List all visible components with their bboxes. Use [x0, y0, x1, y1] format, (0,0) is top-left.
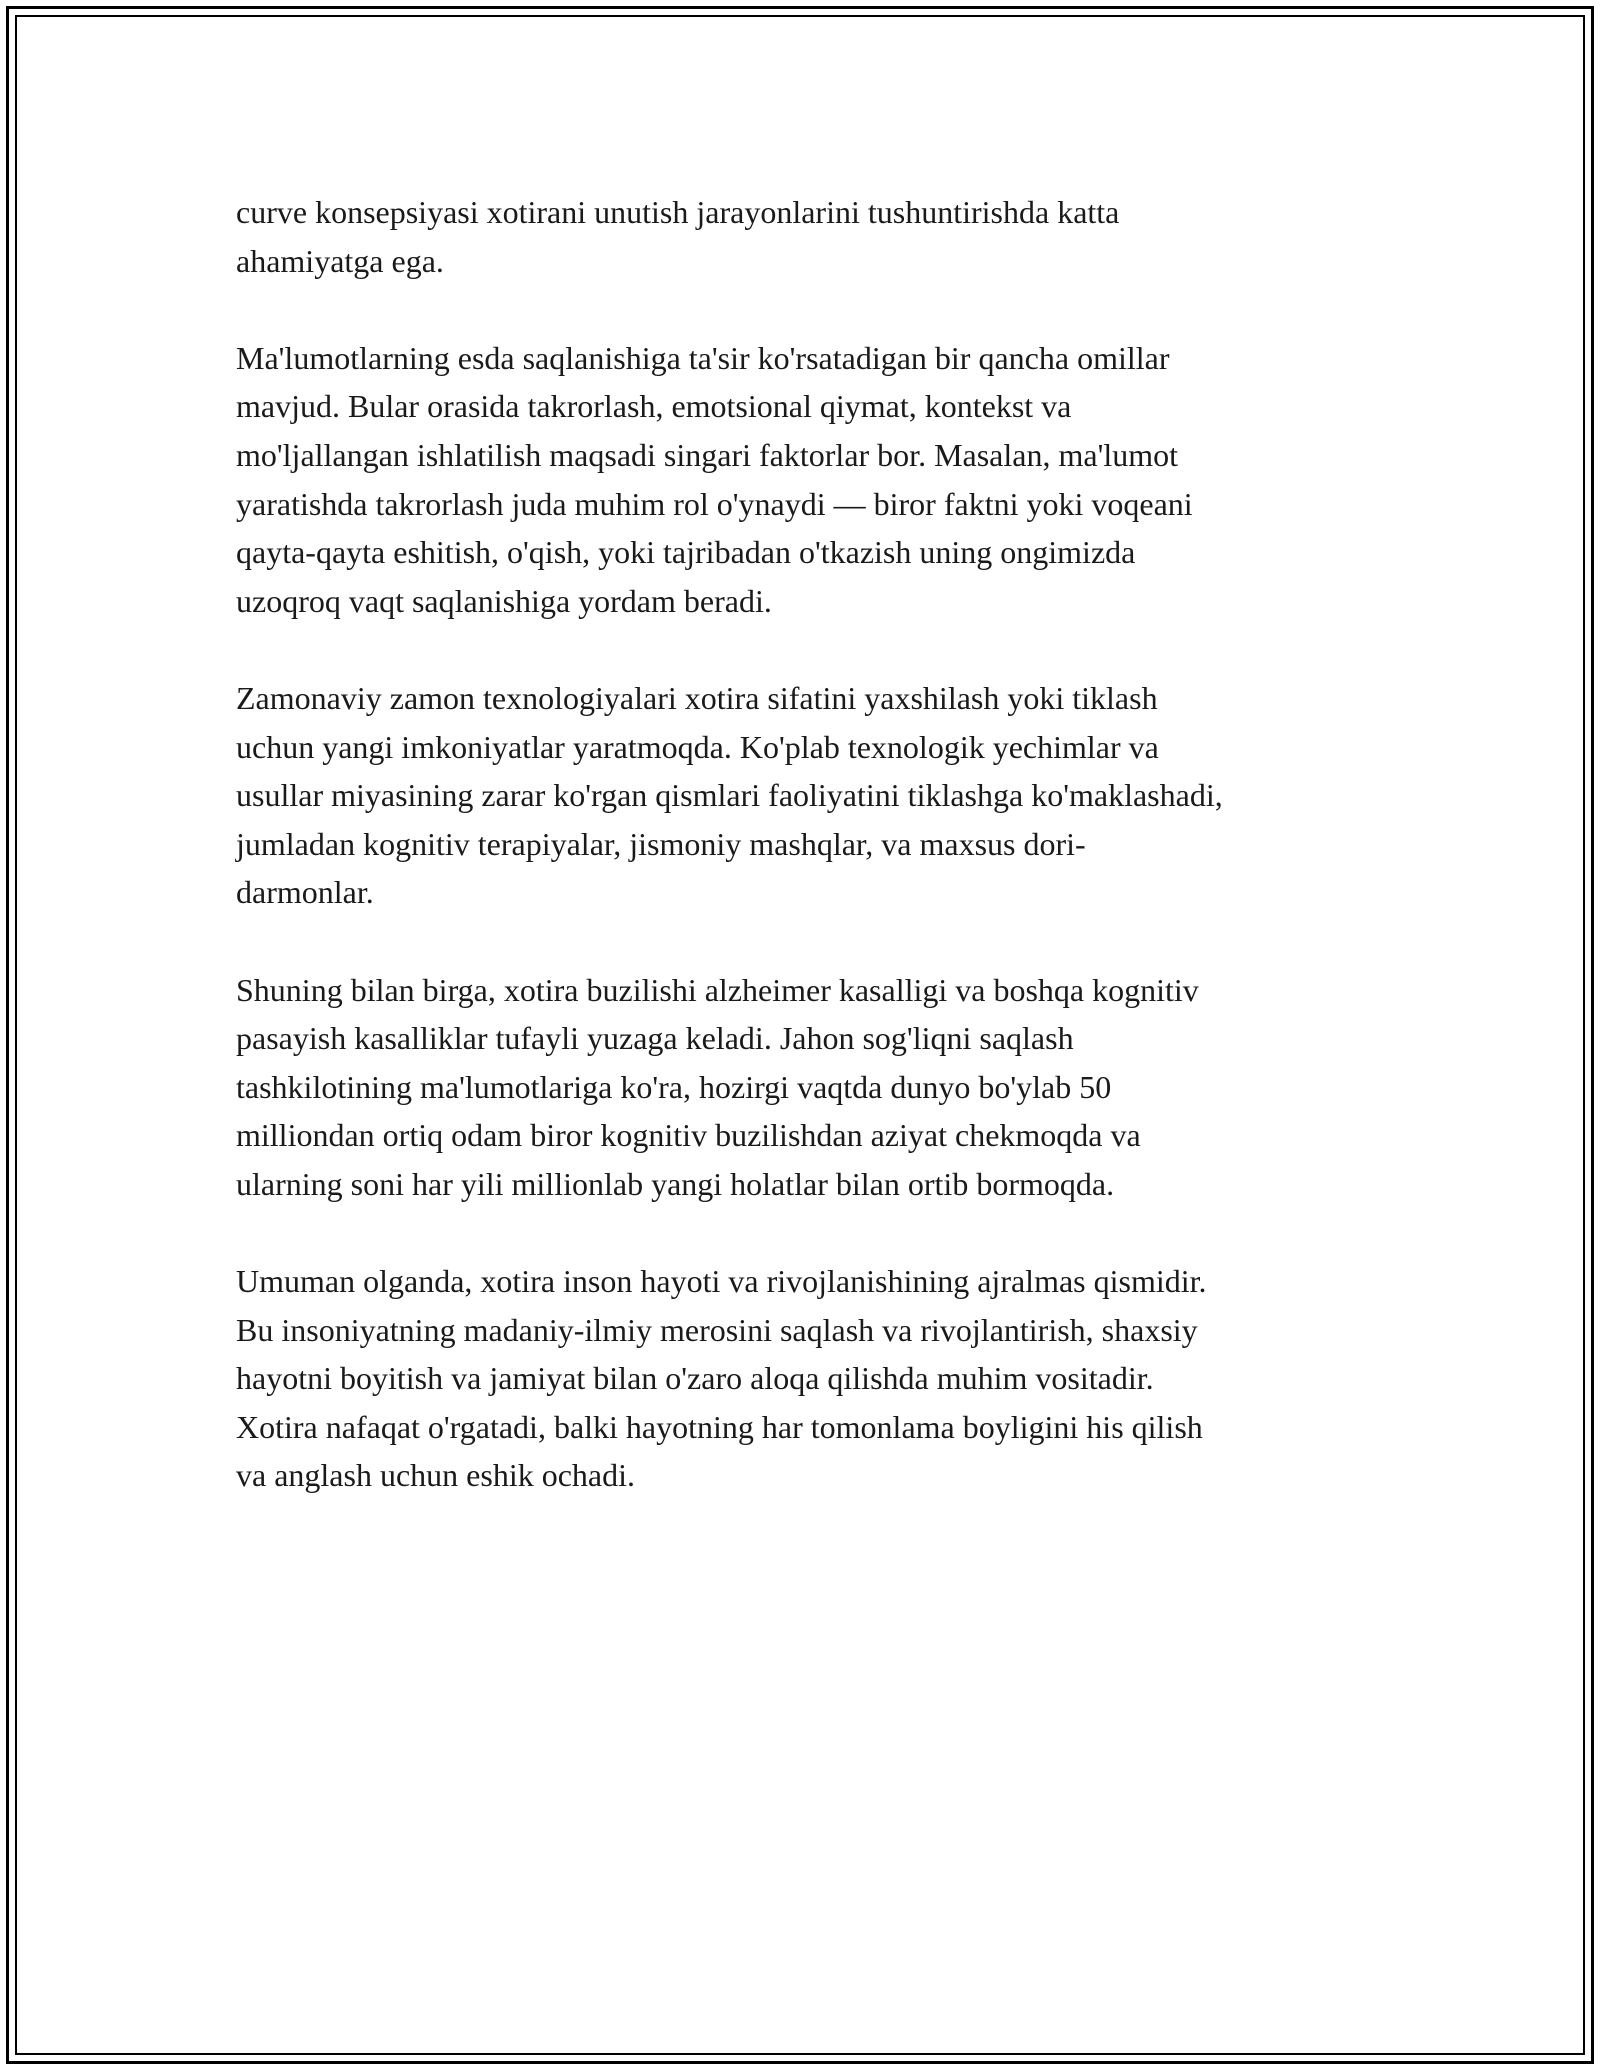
paragraph-3: Zamonaviy zamon texnologiyalari xotira sifatini yaxshilash yoki tiklash uchun yangi imkoniyatlar yaratmoqda. Ko'plab texnologik yechimlar va usullar miyasining zarar ko'rgan qismlari faoliyatini tiklashga ko'maklashadi, jumladan kognitiv terapiyalar, jismoniy mashqlar, va maxsus dori- darmonlar. [236, 679, 1223, 911]
paragraph-1: curve konsepsiyasi xotirani unutish jarayonlarini tushuntirishda katta ahamiyatga ega. [236, 194, 1120, 279]
paragraph-4: Shuning bilan birga, xotira buzilishi alzheimer kasalligi va boshqa kognitiv pasayish kasalliklar tufayli yuzaga keladi. Jahon sog'liqni saqlash tashkilotining ma'lumotlariga ko'ra, hozirgi vaqtda dunyo bo'ylab 50 milliondan ortiq odam biror kognitiv buzilishdan aziyat chekmoqda va ularning soni har yili millionlab yangi holatlar bilan ortib bormoqda. [236, 971, 1199, 1202]
document-body [236, 188, 1386, 1549]
paragraph-2: Ma'lumotlarning esda saqlanishiga ta'sir ko'rsatadigan bir qancha omillar mavjud. Bular orasida takrorlash, emotsional qiymat, kontekst va mo'ljallangan ishlatilish maqsadi singari faktorlar bor. Masalan, ma'lumot yaratishda takrorlash juda muhim rol o'ynaydi — biror faktni yoki voqeani qayta-qayta eshitish, o'qish, yoki tajribadan o'tkazish uning ongimizda uzoqroq vaqt saqlanishiga yordam beradi. [236, 339, 1193, 619]
paragraph-5: Umuman olganda, xotira inson hayoti va rivojlanishining ajralmas qismidir. Bu insoniyatning madaniy-ilmiy merosini saqlash va rivojlantirish, shaxsiy hayotni boyitish va jamiyat bilan o'zaro aloqa qilishda muhim vositadir. Xotira nafaqat o'rgatadi, balki hayotning har tomonlama boyligini his qilish va anglash uchun eshik ochadi. [236, 1263, 1207, 1494]
